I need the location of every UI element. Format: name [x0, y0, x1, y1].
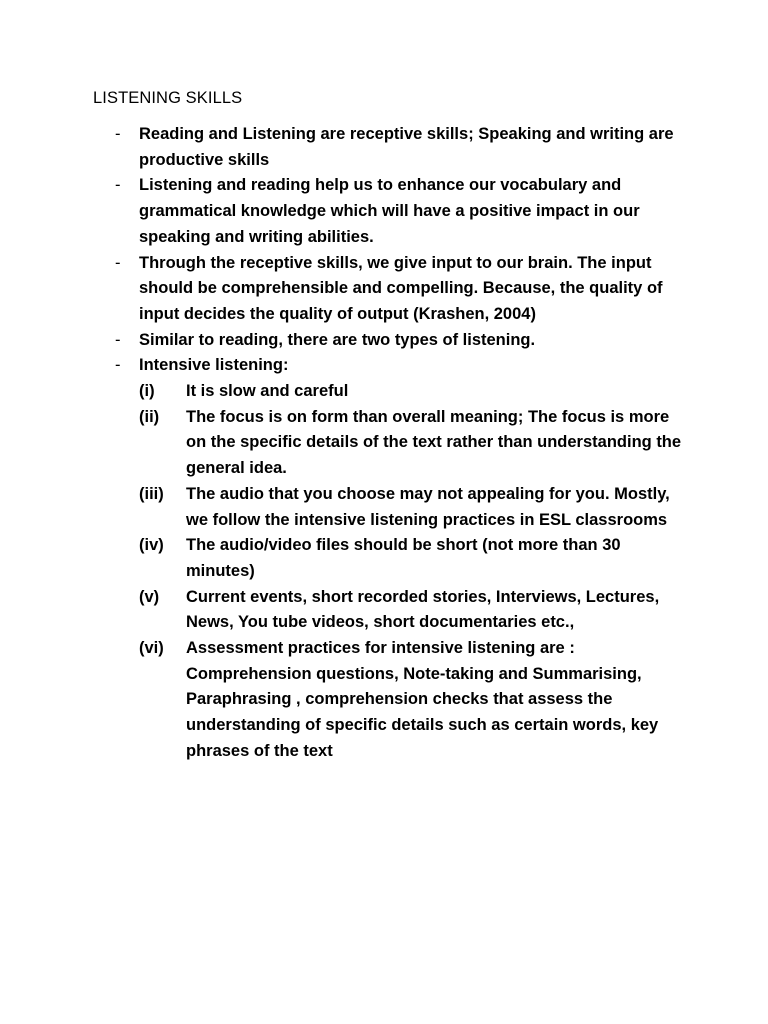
- numbered-item: [139, 636, 683, 765]
- bullet-text: Intensive listening:: [139, 356, 289, 375]
- roman-numeral-list: [139, 379, 683, 765]
- numeral-marker: (vi): [139, 639, 164, 658]
- bullet-item: [93, 328, 683, 354]
- numbered-item-text: The focus is on form than overall meaning; The focus is more on the specific details of the text rather than understanding the general idea.: [186, 407, 682, 478]
- bullet-item-intensive-listening: [93, 353, 683, 764]
- numbered-item-text: The audio/video files should be short (not more than 30 minutes): [186, 536, 621, 580]
- numbered-item: [139, 533, 683, 584]
- numeral-marker: (iii): [139, 484, 164, 503]
- numeral-marker: (i): [139, 382, 155, 401]
- bullet-item: [93, 122, 683, 173]
- bullet-marker: -: [115, 253, 121, 272]
- bullet-marker: -: [115, 125, 121, 143]
- document-title: LISTENING SKILLS: [93, 89, 243, 107]
- bullet-text: Similar to reading, there are two types of listening.: [139, 330, 536, 349]
- numbered-item: [139, 379, 683, 405]
- numbered-item: [139, 482, 683, 533]
- bullet-text: Listening and reading help us to enhance our vocabulary and grammatical knowledge which will have a positive impact in our speaking and writing abilities.: [139, 176, 640, 246]
- numbered-item-text: The audio that you choose may not appealing for you. Mostly, we follow the intensive listening practices in ESL classrooms: [186, 484, 670, 529]
- numbered-item-text: Current events, short recorded stories, Interviews, Lectures, News, You tube videos, short documentaries etc.,: [186, 587, 660, 632]
- numbered-item-text: Assessment practices for intensive listening are : Comprehension questions, Note-taking and Summarising, Paraphrasing , comprehension checks that assess the understanding of specific details such as certain words, key phrases of the text: [186, 639, 659, 760]
- bullet-item: [93, 173, 683, 250]
- bullet-text: Through the receptive skills, we give input to our brain. The input should be comprehensible and compelling. Because, the quality of input decides the quality of output (Krashen, 2004): [139, 253, 663, 323]
- numeral-marker: (v): [139, 587, 160, 606]
- numeral-marker: (ii): [139, 407, 160, 426]
- numbered-item: [139, 405, 683, 482]
- bullet-marker: -: [115, 330, 121, 349]
- bullet-list: [93, 122, 683, 765]
- bullet-item: [93, 251, 683, 328]
- numbered-item: [139, 585, 683, 636]
- bullet-marker: -: [115, 356, 121, 375]
- numeral-marker: (iv): [139, 536, 164, 555]
- numbered-item-text: It is slow and careful: [186, 382, 349, 401]
- bullet-marker: -: [115, 176, 121, 195]
- bullet-text: Reading and Listening are receptive skills; Speaking and writing are productive skills: [139, 125, 674, 169]
